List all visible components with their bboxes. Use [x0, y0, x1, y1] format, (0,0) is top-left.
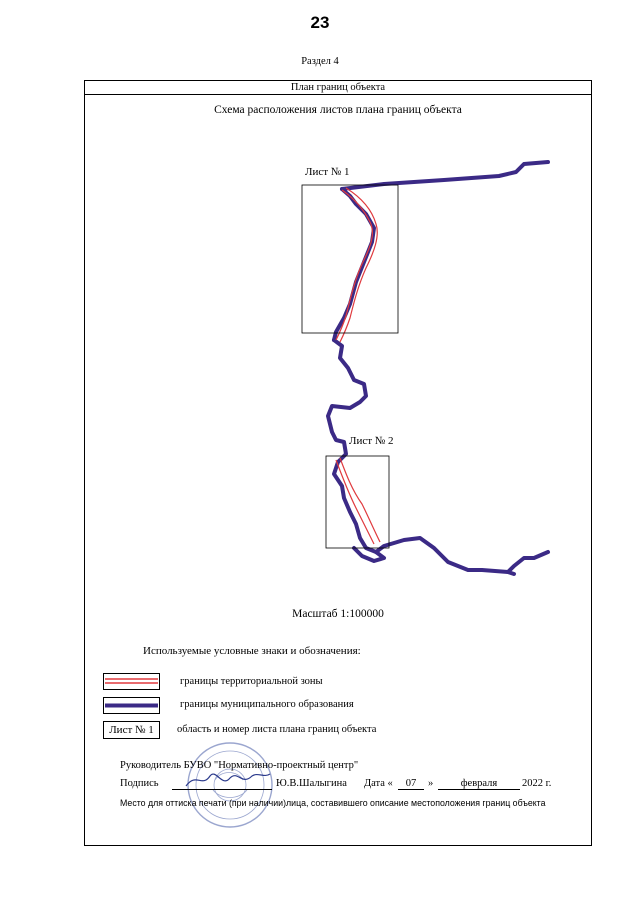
legend-purple-line-symbol	[103, 697, 160, 714]
date-year: 2022 г.	[522, 778, 552, 789]
section-label: Раздел 4	[301, 56, 339, 67]
stamp-footnote: Место для оттиска печати (при наличии)лица, составившего описание местоположения границ объекта	[120, 798, 546, 808]
frame-header: План границ объекта	[84, 80, 592, 95]
date-day-close: »	[428, 778, 434, 789]
signature-label: Подпись	[120, 778, 159, 789]
scheme-title: Схема расположения листов плана границ объекта	[214, 104, 462, 116]
page-number: 23	[310, 13, 330, 32]
boundary-map	[84, 96, 592, 586]
sheet-1-box	[302, 185, 398, 333]
legend-title: Используемые условные знаки и обозначения:	[143, 645, 361, 657]
sheet-2-label: Лист № 2	[349, 435, 394, 447]
date-month: февраля	[438, 778, 520, 790]
date-day: 07	[398, 778, 424, 790]
signature-line-1: Руководитель БУВО "Нормативно-проектный центр"	[120, 760, 359, 771]
date-label: Дата «	[364, 778, 393, 789]
municipal-boundary-line	[328, 162, 548, 574]
legend-text-sheet-area: область и номер листа плана границ объекта	[177, 724, 377, 735]
handwritten-signature	[182, 768, 272, 792]
legend-text-territorial-zone: границы территориальной зоны	[180, 676, 323, 687]
signer-name: Ю.В.Шалыгина	[276, 778, 347, 789]
sheet-1-label: Лист № 1	[305, 166, 350, 178]
legend-red-line-symbol	[103, 673, 160, 690]
legend-text-municipal-boundary: границы муниципального образования	[180, 699, 354, 710]
scale-label: Масштаб 1:100000	[292, 608, 384, 620]
legend-sheet-box: Лист № 1	[103, 721, 160, 739]
